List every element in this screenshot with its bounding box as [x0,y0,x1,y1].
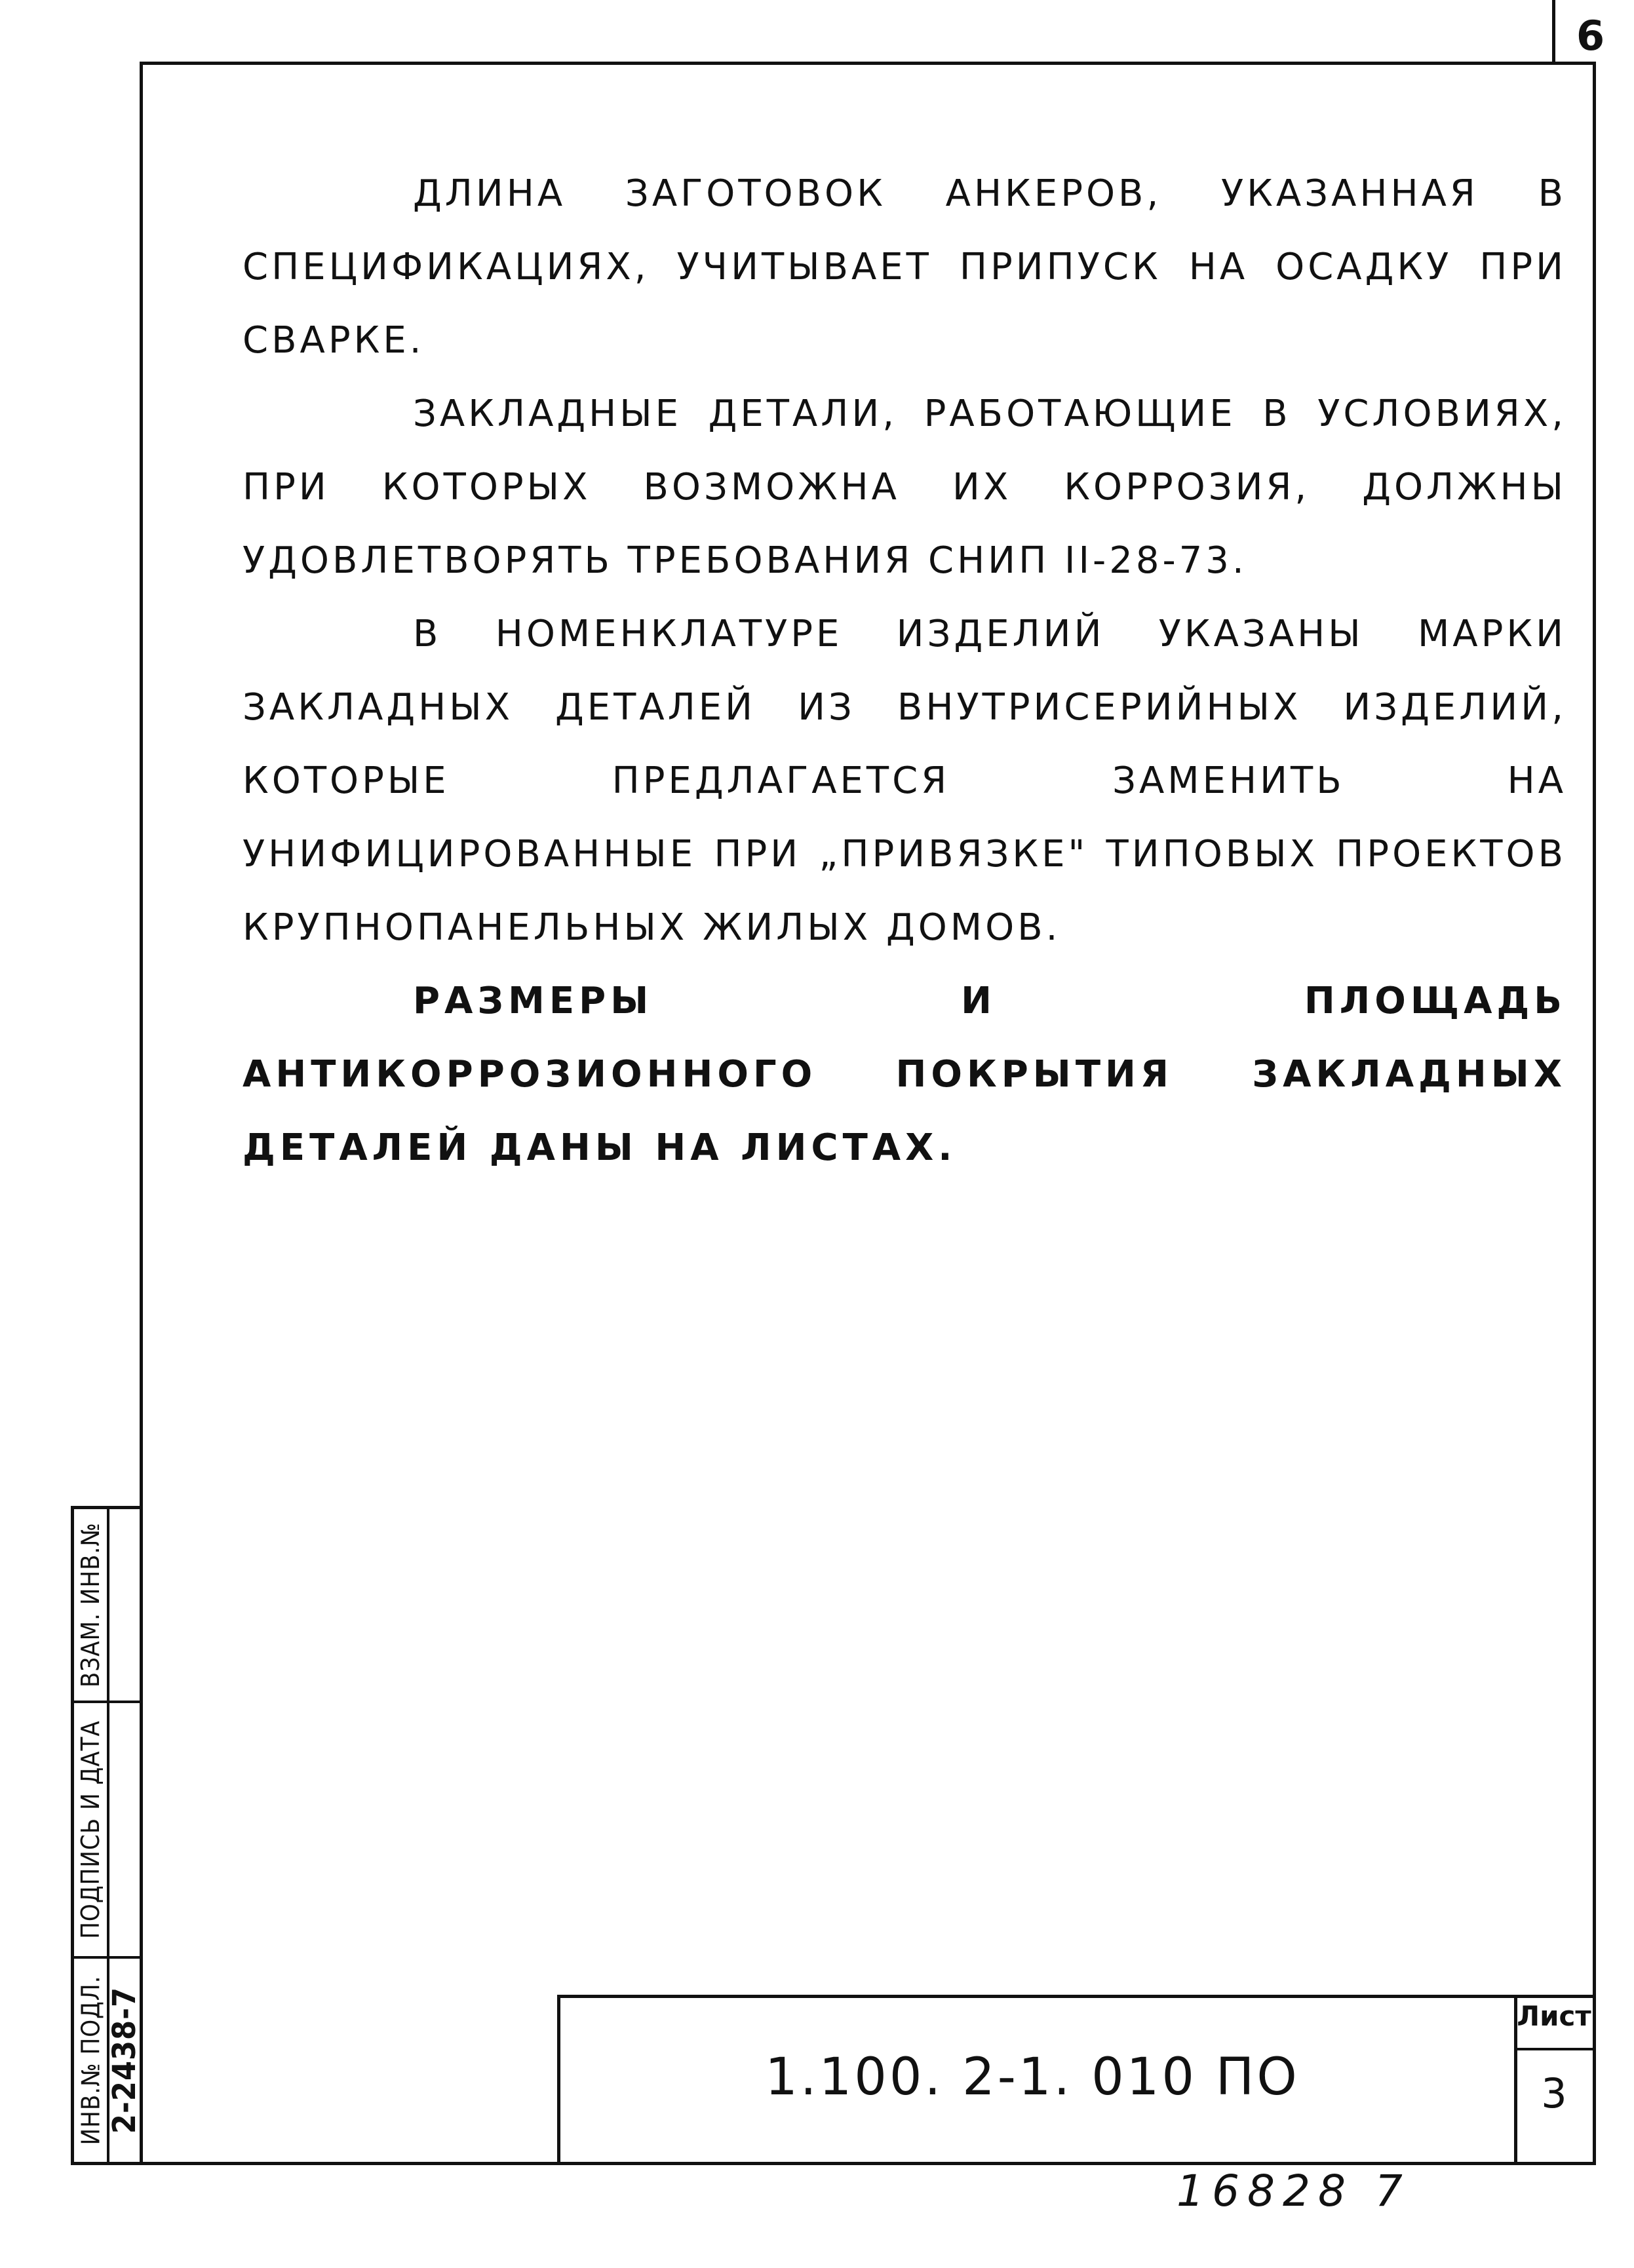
document-code: 1.100. 2-1. 010 ПО [765,2048,1300,2107]
frame-bottom-border [71,2162,1596,2165]
paragraph-corrosion: ЗАКЛАДНЫЕ ДЕТАЛИ, РАБОТАЮЩИЕ В УСЛОВИЯХ, ПРИ КОТОРЫХ ВОЗМОЖНА ИХ КОРРОЗИЯ, ДОЛЖНЫ УДОВЛЕТВОРЯТЬ ТРЕБОВАНИЯ СНИП II-28-73. [243,393,1566,582]
signature-date-label-cell [74,1703,107,1956]
archive-number: 16828 7 [1177,2166,1410,2216]
inv-podl-label-cell [74,1959,107,2162]
paragraph-nomenclature: В НОМЕНКЛАТУРЕ ИЗДЕЛИЙ УКАЗАНЫ МАРКИ ЗАКЛАДНЫХ ДЕТАЛЕЙ ИЗ ВНУТРИСЕРИЙНЫХ ИЗДЕЛИЙ, КОТОРЫЕ ПРЕДЛАГАЕТСЯ ЗАМЕНИТЬ НА УНИФИЦИРОВАННЫЕ ПРИ „ПРИВЯЗКЕ" ТИПОВЫХ ПРОЕКТОВ КРУПНОПАНЕЛЬНЫХ ЖИЛЫХ ДОМОВ. [243,613,1566,949]
sheet-number: 3 [1541,2069,1567,2117]
frame-right-border [1593,62,1596,2165]
page-number: 6 [1576,12,1605,60]
title-block-top-border [557,1995,1596,1998]
sheet-cell-divider [1514,2048,1596,2050]
paragraph-coating: РАЗМЕРЫ И ПЛОЩАДЬ АНТИКОРРОЗИОННОГО ПОКРЫТИЯ ЗАКЛАДНЫХ ДЕТАЛЕЙ ДАНЫ НА ЛИСТАХ. [243,980,1566,1169]
inv-podl-value: 2-2438-7 [106,1986,144,2134]
frame-left-border [140,62,143,2165]
signature-date-label: ПОДПИСЬ И ДАТА [76,1720,105,1939]
frame-top-border [140,62,1596,65]
inv-podl-value-cell [106,1959,144,2162]
page-number-divider [1552,0,1555,64]
vzam-inv-label: ВЗАМ. ИНВ.№ [76,1522,105,1688]
vzam-inv-label-cell [74,1509,107,1701]
sheet-label: Лист [1517,2000,1591,2032]
paragraph-anchor-length: ДЛИНА ЗАГОТОВОК АНКЕРОВ, УКАЗАННАЯ В СПЕЦИФИКАЦИЯХ, УЧИТЫВАЕТ ПРИПУСК НА ОСАДКУ ПРИ СВАРКЕ. [243,172,1566,362]
note-text [243,157,1566,1185]
inv-podl-label: ИНВ.№ ПОДЛ. [76,1975,105,2145]
